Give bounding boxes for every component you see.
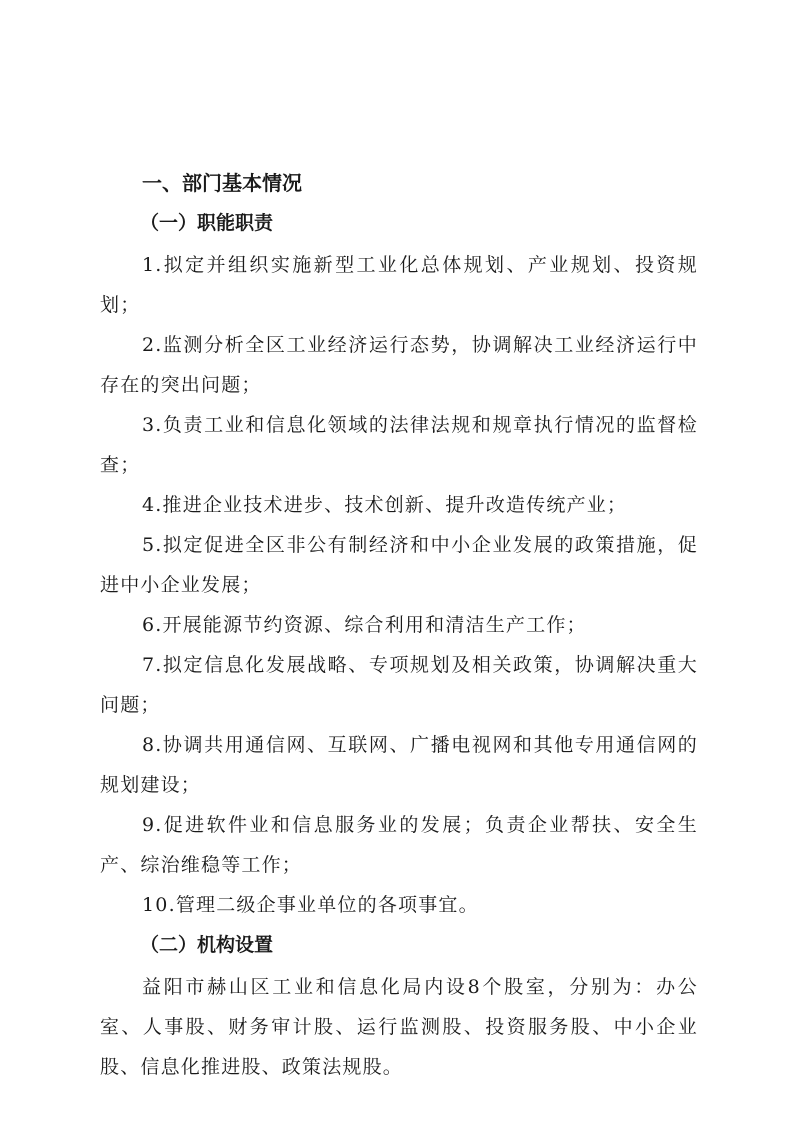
organization-paragraph: 益阳市赫山区工业和信息化局内设8个股室，分别为：办公室、人事股、财务审计股、运行监测股、投资服务股、中小企业股、信息化推进股、政策法规股。 [100,976,698,1078]
subsection-heading-organization: （二）机构设置 [140,934,274,956]
duty-item-1: 1.拟定并组织实施新型工业化总体规划、产业规划、投资规划； [100,254,698,316]
document-body [100,165,698,1087]
duty-item-4: 4.推进企业技术进步、技术创新、提升改造传统产业； [142,494,628,516]
duty-item-8: 8.协调共用通信网、互联网、广播电视网和其他专用通信网的规划建设； [100,734,698,796]
duty-item-9: 9.促进软件业和信息服务业的发展；负责企业帮扶、安全生产、综治维稳等工作； [100,814,698,876]
duty-item-3: 3.负责工业和信息化领域的法律法规和规章执行情况的监督检查； [100,414,698,476]
duty-item-5: 5.拟定促进全区非公有制经济和中小企业发展的政策措施，促进中小企业发展； [100,534,698,596]
section-heading: 一、部门基本情况 [142,171,302,195]
duty-item-2: 2.监测分析全区工业经济运行态势，协调解决工业经济运行中存在的突出问题； [100,334,698,396]
duty-item-7: 7.拟定信息化发展战略、专项规划及相关政策，协调解决重大问题； [100,654,698,716]
subsection-heading-duties: （一）职能职责 [140,212,274,234]
duty-item-10: 10.管理二级企事业单位的各项事宜。 [142,894,479,916]
duty-item-6: 6.开展能源节约资源、综合利用和清洁生产工作； [142,614,587,636]
